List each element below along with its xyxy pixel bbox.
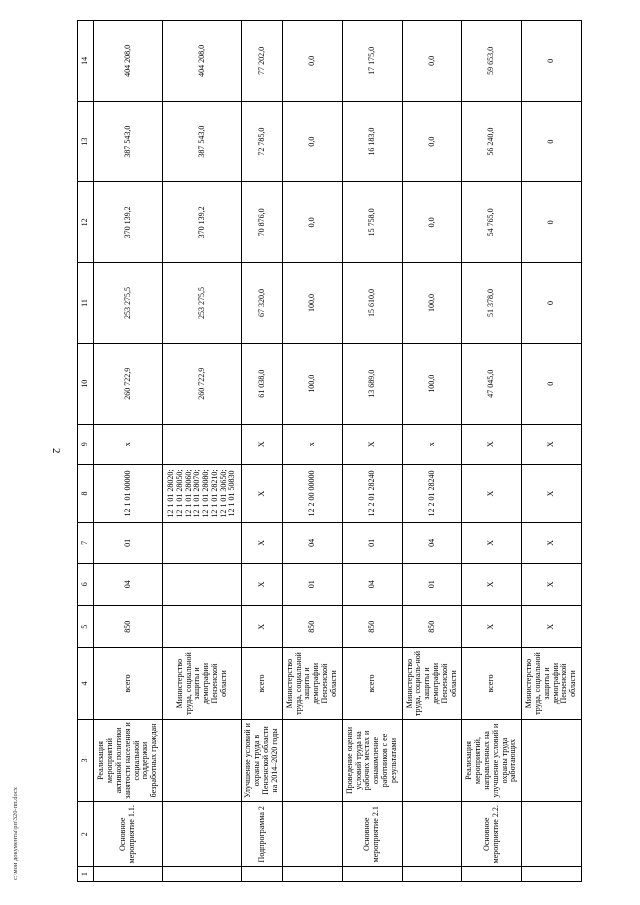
table-cell: 51 378,0 [462,263,522,344]
table-cell: всего [462,648,522,719]
table-cell [522,867,582,882]
footer-path: c:\мои документы\рп\320-пп.docx [12,787,19,880]
table-cell: 59 653,0 [462,21,522,102]
column-number: 10 [78,343,94,424]
table-cell: 0 [522,343,582,424]
table-cell: 0 [522,182,582,263]
table-cell: 253 275,5 [163,263,242,344]
table-cell: X [342,424,402,464]
table-cell: 04 [342,563,402,605]
table-cell: 260 722,9 [94,343,163,424]
table-cell: 0,0 [282,101,342,182]
table-cell [163,606,242,648]
table-cell: 387 543,0 [163,101,242,182]
table-cell: 70 876,0 [241,182,282,263]
column-number: 1 [78,867,94,882]
table-cell: X [241,563,282,605]
table-row [163,21,242,882]
table-cell: 404 208,0 [94,21,163,102]
table-cell: Основное мероприятие 2.1 [342,802,402,867]
table-cell: 0,0 [402,101,462,182]
table-cell: 04 [402,523,462,563]
table-row [462,21,522,882]
column-number: 6 [78,563,94,605]
table-cell: x [402,424,462,464]
table-cell: 100,0 [402,343,462,424]
table-cell: Основное мероприятие 1.1. [94,802,163,867]
table-cell: 15 610,0 [342,263,402,344]
table-cell: 404 208,0 [163,21,242,102]
table-cell: X [241,424,282,464]
table-cell: Проведение оценки условий труда на рабочих местах и ознакомление работников с ее результатами [342,719,402,802]
table-cell [462,867,522,882]
table-row [94,21,163,882]
table-cell: Улучшение условий и охраны труда в Пензенской области на 2014–2020 годы [241,719,282,802]
table-row [241,21,282,882]
table-cell: 61 038,0 [241,343,282,424]
table-cell [163,802,242,867]
table-cell [282,867,342,882]
table-cell: 370 139,2 [163,182,242,263]
table-cell: 0 [522,21,582,102]
table-cell: 0,0 [402,21,462,102]
table-cell [522,802,582,867]
table-cell: 01 [94,523,163,563]
table-cell: всего [94,648,163,719]
table-cell: 12 2 01 28240 [342,464,402,522]
table-cell: 370 139,2 [94,182,163,263]
table-cell: X [522,523,582,563]
table-cell: X [462,606,522,648]
table-cell: Реализация мероприятий активной политики занятости населения и социальной поддержки безработных граждан [94,719,163,802]
table-cell: 850 [282,606,342,648]
table-cell: 260 722,9 [163,343,242,424]
table-cell: 850 [402,606,462,648]
table-cell: Основное мероприятие 2.2. [462,802,522,867]
table-cell: x [94,424,163,464]
table-cell: X [241,523,282,563]
table-cell: Министерство труда, социальной защиты и демографии Пензенской области [163,648,242,719]
table-cell: 54 765,0 [462,182,522,263]
budget-table [77,20,582,882]
table-cell: 56 240,0 [462,101,522,182]
table-cell: 0,0 [282,182,342,263]
table-cell: 01 [282,563,342,605]
table-cell: X [522,464,582,522]
table-cell: Министерство труда, социальной защиты и демографии Пензенской области [282,648,342,719]
table-cell: X [462,563,522,605]
table-cell [94,867,163,882]
table-cell: 100,0 [282,263,342,344]
table-cell: X [462,424,522,464]
table-cell: 12 2 00 00000 [282,464,342,522]
table-cell: Подпрограмма 2 [241,802,282,867]
table-cell: 67 320,0 [241,263,282,344]
column-number: 5 [78,606,94,648]
table-cell: 387 543,0 [94,101,163,182]
column-number: 2 [78,802,94,867]
table-cell [402,719,462,802]
table-cell [342,867,402,882]
table-cell: 0 [522,101,582,182]
column-number: 9 [78,424,94,464]
table-cell: X [522,606,582,648]
column-number: 14 [78,21,94,102]
table-cell: 04 [94,563,163,605]
table-cell: 0,0 [402,182,462,263]
rotated-table-wrapper [77,20,582,882]
table-row [522,21,582,882]
table-cell: X [462,464,522,522]
table-cell: 100,0 [282,343,342,424]
table-cell: X [522,424,582,464]
table-cell: 0 [522,263,582,344]
table-cell [282,802,342,867]
table-cell: X [522,563,582,605]
table-cell: всего [241,648,282,719]
table-cell: Министерство труда, социаль-ной защиты и демографии Пензенской области [402,648,462,719]
table-cell [163,563,242,605]
table-cell [282,719,342,802]
table-cell [163,424,242,464]
column-number: 13 [78,101,94,182]
table-cell: 0,0 [282,21,342,102]
table-cell: Министерство труда, социальной защиты и демографии Пензенской области [522,648,582,719]
table-row [342,21,402,882]
table-cell: X [462,523,522,563]
table-cell [163,867,242,882]
table-cell: Реализация мероприятий, направленных на улучшение условий и охраны труда работающих [462,719,522,802]
table-cell: X [241,606,282,648]
table-cell: 16 183,0 [342,101,402,182]
table-cell: 850 [342,606,402,648]
column-number: 8 [78,464,94,522]
table-cell: 850 [94,606,163,648]
table-cell [522,719,582,802]
column-number-row [78,21,94,882]
table-cell [241,867,282,882]
table-row [402,21,462,882]
table-cell: 77 202,0 [241,21,282,102]
column-number: 12 [78,182,94,263]
table-cell [402,867,462,882]
page-number: 2 [50,448,62,454]
table-cell: 01 [342,523,402,563]
table-cell: 13 689,0 [342,343,402,424]
column-number: 3 [78,719,94,802]
table-cell: 72 785,0 [241,101,282,182]
table-row [282,21,342,882]
table-cell: всего [342,648,402,719]
table-cell [402,802,462,867]
table-cell: 47 045,0 [462,343,522,424]
column-number: 4 [78,648,94,719]
table-cell: 04 [282,523,342,563]
table-cell [163,719,242,802]
table-cell: 12 1 01 28020; 12 1 01 28050; 12 1 01 28060; 12 1 01 28070; 12 1 01 28080; 12 1 01 28210; 12 1 01 30650; 12 1 01 50830 [163,464,242,522]
table-cell: 100,0 [402,263,462,344]
table-cell: 12 1 01 00000 [94,464,163,522]
table-cell: X [241,464,282,522]
table-cell: 15 758,0 [342,182,402,263]
table-cell [163,523,242,563]
table-cell: x [282,424,342,464]
table-cell: 12 2 01 28240 [402,464,462,522]
table-cell: 01 [402,563,462,605]
table-cell: 253 275,5 [94,263,163,344]
table-cell: 17 175,0 [342,21,402,102]
column-number: 11 [78,263,94,344]
column-number: 7 [78,523,94,563]
